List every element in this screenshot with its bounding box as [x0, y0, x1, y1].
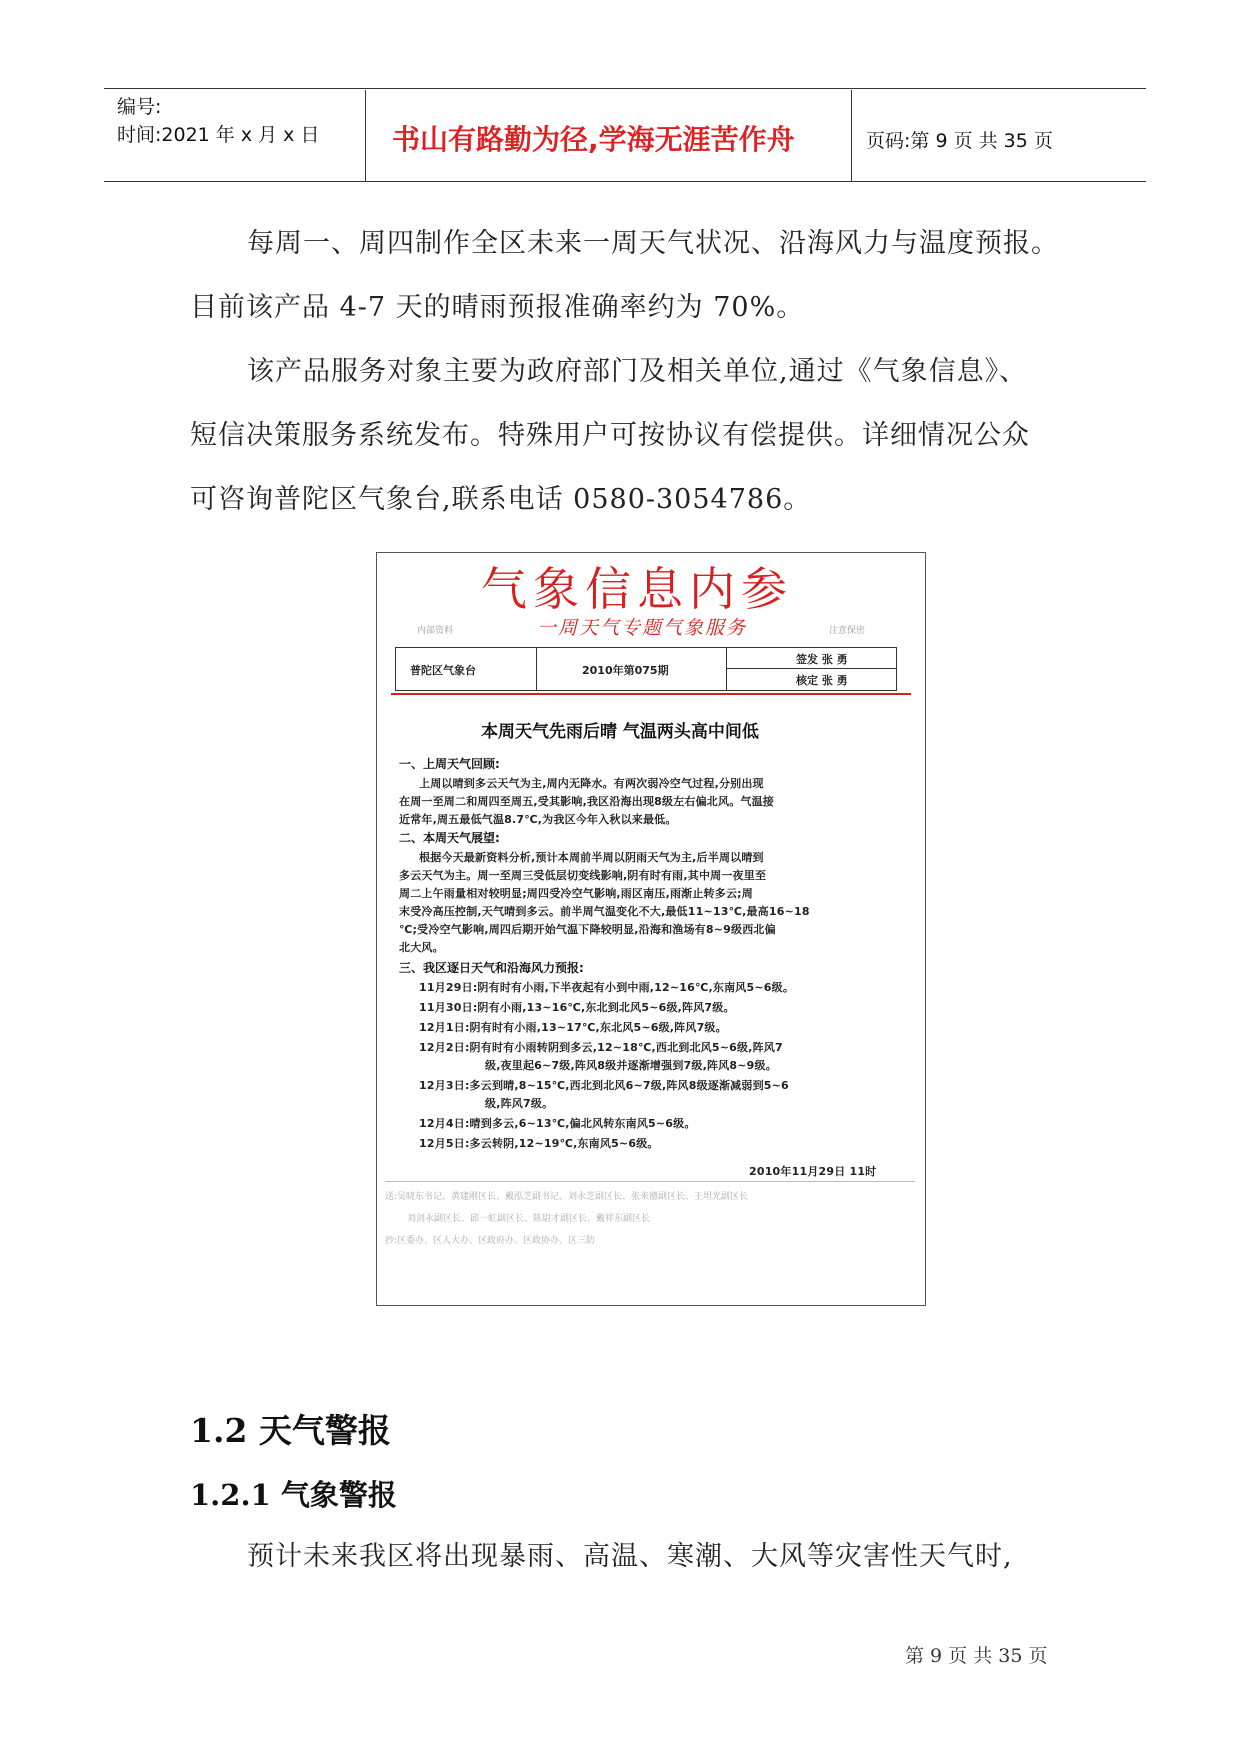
bulletin-distribution-2: 刘剑永副区长、邱一虹副区长、陈尉才副区长、戴祥东副区长 [407, 1214, 651, 1224]
header-number-label: 编号: [117, 96, 162, 118]
header-divider-left [365, 90, 366, 182]
bulletin-sec1-line: 在周一至周二和周四至周五,受其影响,我区沿海出现8级左右偏北风。气温接 [399, 795, 775, 808]
bulletin-daily-line: 12月2日:阴有时有小雨转阴到多云,12~18℃,西北到北风5~6级,阵风7 [419, 1041, 783, 1054]
bulletin-distribution-3: 抄:区委办、区人大办、区政府办、区政协办、区三防 [385, 1236, 596, 1246]
bulletin-daily-line: 12月3日:多云到晴,8~15℃,西北到北风6~7级,阵风8级逐渐减弱到5~6 [419, 1079, 789, 1092]
header-motto: 书山有路勤为径,学海无涯苦作舟 [392, 123, 795, 156]
scanned-bulletin-image [376, 552, 926, 1306]
paragraph-2-line-2: 短信决策服务系统发布。特殊用户可按协议有偿提供。详细情况公众 [190, 420, 1030, 451]
bulletin-headline: 本周天气先雨后晴 气温两头高中间低 [481, 722, 759, 742]
paragraph-2-line-1: 该产品服务对象主要为政府部门及相关单位,通过《气象信息》、 [247, 356, 1028, 387]
header-bottom-rule [104, 181, 1146, 182]
bulletin-section-3: 三、我区逐日天气和沿海风力预报: [399, 961, 584, 975]
header-top-rule [104, 88, 1146, 89]
section-heading-1-2: 1.2 天气警报 [190, 1411, 391, 1450]
bulletin-sec2-line: 北大风。 [399, 941, 444, 954]
paragraph-1-line-2: 目前该产品 4-7 天的晴雨预报准确率约为 70%。 [190, 292, 805, 323]
info-table-vline-1 [536, 648, 537, 690]
header-divider-right [851, 90, 852, 182]
bulletin-bottom-rule [385, 1181, 915, 1182]
bulletin-date-stamp: 2010年11月29日 11时 [749, 1165, 877, 1178]
bulletin-subtitle: 一周天气专题气象服务 [537, 617, 748, 639]
bulletin-section-2: 二、本周天气展望: [399, 831, 500, 845]
bulletin-daily-line: 12月1日:阴有时有小雨,13~17℃,东北风5~6级,阵风7级。 [419, 1021, 727, 1034]
bulletin-left-tag: 内部资料 [417, 626, 454, 636]
info-table-vline-2 [726, 648, 727, 690]
bulletin-info-table [395, 647, 897, 691]
bulletin-section-1: 一、上周天气回顾: [399, 757, 500, 771]
info-cell-issue: 2010年第075期 [582, 664, 669, 677]
bulletin-sec2-line: 末受冷高压控制,天气晴到多云。前半周气温变化不大,最低11~13℃,最高16~18 [399, 905, 810, 918]
bulletin-daily-line: 12月4日:晴到多云,6~13℃,偏北风转东南风5~6级。 [419, 1117, 696, 1130]
page-footer: 第 9 页 共 35 页 [905, 1645, 1048, 1667]
bulletin-daily-line: 11月30日:阴有小雨,13~16℃,东北到北风5~6级,阵风7级。 [419, 1001, 735, 1014]
info-cell-sign-1: 签发 张 勇 [796, 653, 848, 666]
bulletin-daily-line: 级,夜里起6~7级,阵风8级并逐渐增强到7级,阵风8~9级。 [485, 1059, 777, 1072]
bulletin-red-rule [391, 693, 911, 695]
bulletin-title: 气象信息内参 [481, 562, 793, 616]
section-heading-1-2-1: 1.2.1 气象警报 [190, 1478, 397, 1512]
bulletin-sec2-line: 周二上午雨量相对较明显;周四受冷空气影响,雨区南压,雨渐止转多云;周 [399, 887, 753, 900]
bulletin-sec1-line: 上周以晴到多云天气为主,周内无降水。有两次弱冷空气过程,分别出现 [419, 777, 764, 790]
header-time-label: 时间:2021 年 x 月 x 日 [117, 124, 320, 146]
bulletin-sec1-line: 近常年,周五最低气温8.7℃,为我区今年入秋以来最低。 [399, 813, 677, 826]
bulletin-sec2-line: ℃;受冷空气影响,周四后期开始气温下降较明显,沿海和渔场有8~9级西北偏 [399, 923, 776, 936]
bulletin-daily-line: 级,阵风7级。 [485, 1097, 554, 1110]
bulletin-sec2-line: 根据今天最新资料分析,预计本周前半周以阴雨天气为主,后半周以晴到 [419, 851, 764, 864]
bulletin-right-tag: 注意保密 [829, 626, 866, 636]
bulletin-sec2-line: 多云天气为主。周一至周三受低层切变线影响,阴有时有雨,其中周一夜里至 [399, 869, 767, 882]
info-cell-sign-2: 核定 张 勇 [796, 674, 848, 687]
info-cell-org: 普陀区气象台 [410, 664, 476, 677]
paragraph-3-line-1: 预计未来我区将出现暴雨、高温、寒潮、大风等灾害性天气时, [247, 1541, 1013, 1572]
header-page-label: 页码:第 9 页 共 35 页 [866, 130, 1053, 152]
bulletin-daily-line: 12月5日:多云转阴,12~19℃,东南风5~6级。 [419, 1137, 659, 1150]
bulletin-daily-line: 11月29日:阴有时有小雨,下半夜起有小到中雨,12~16℃,东南风5~6级。 [419, 981, 795, 994]
bulletin-distribution-1: 送:吴晓东书记、黄建刚区长、戴泓芝副书记、刘永芝副区长、张来德副区长、王坦光副区长 [385, 1192, 749, 1202]
paragraph-1-line-1: 每周一、周四制作全区未来一周天气状况、沿海风力与温度预报。 [247, 228, 1059, 259]
paragraph-2-line-3: 可咨询普陀区气象台,联系电话 0580-3054786。 [190, 484, 812, 515]
info-table-hline [726, 668, 896, 669]
